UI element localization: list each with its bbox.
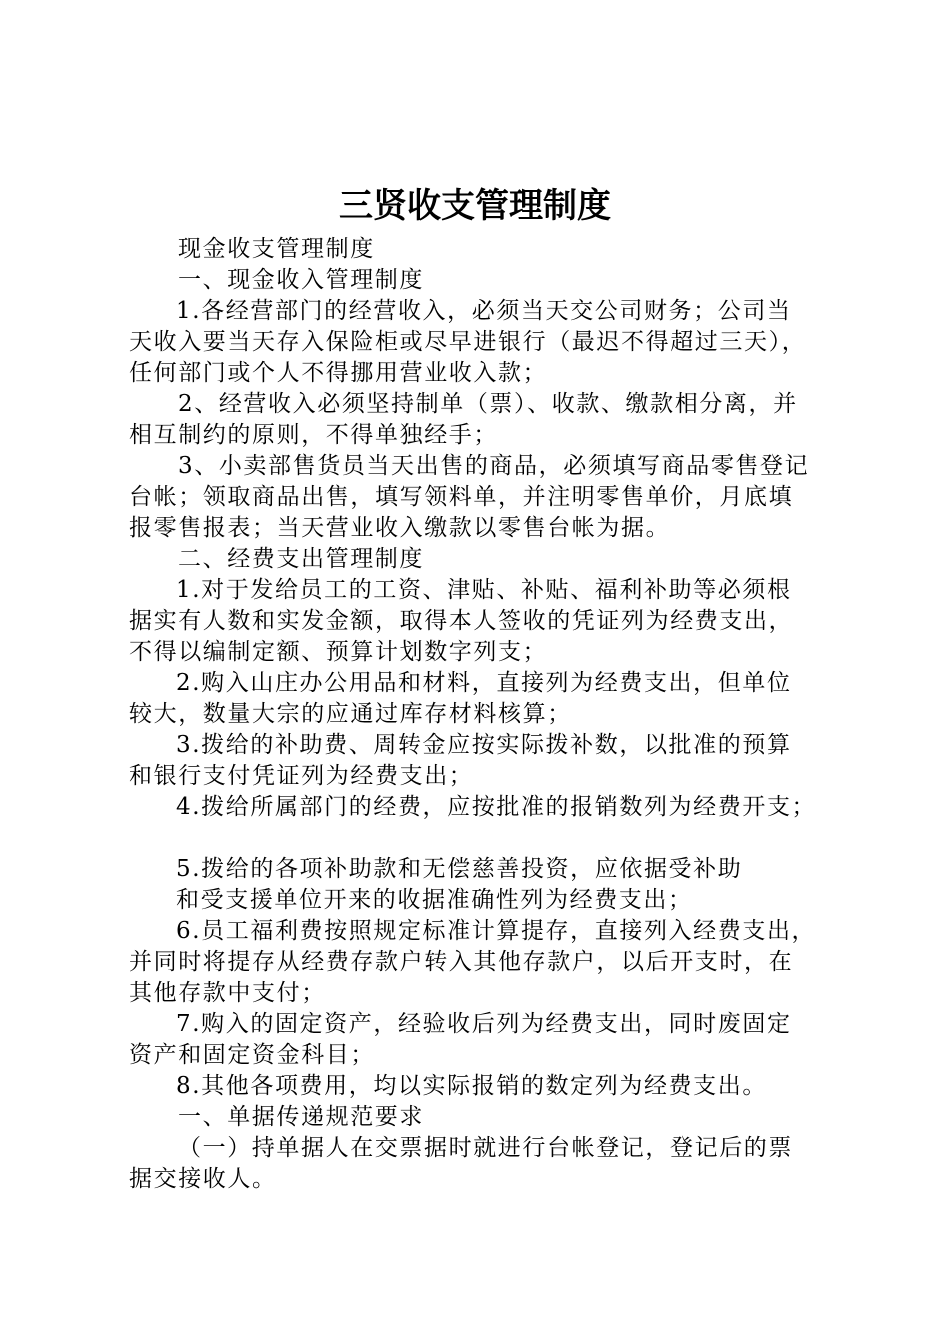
- paragraph-line: 和银行支付凭证列为经费支出；: [129, 763, 474, 789]
- paragraph-line: 3.拨给的补助费、周转金应按实际拨补数，以批准的预算: [176, 732, 792, 758]
- document-title: 三贤收支管理制度: [339, 186, 611, 226]
- paragraph-line: 报零售报表；当天营业收入缴款以零售台帐为据。: [129, 515, 671, 541]
- paragraph-line: 7.购入的固定资产，经验收后列为经费支出，同时废固定: [176, 1011, 792, 1037]
- paragraph-line: 4.拨给所属部门的经费，应按批准的报销数列为经费开支；: [176, 794, 817, 820]
- paragraph-line: 和受支援单位开来的收据准确性列为经费支出；: [176, 887, 693, 913]
- paragraph-line: 任何部门或个人不得挪用营业收入款；: [129, 360, 548, 386]
- paragraph-line: 据实有人数和实发金额，取得本人签收的凭证列为经费支出，: [129, 608, 794, 634]
- paragraph-line: 相互制约的原则，不得单独经手；: [129, 422, 498, 448]
- paragraph-line: 资产和固定资金科目；: [129, 1042, 375, 1068]
- paragraph-line: 6.员工福利费按照规定标准计算提存，直接列入经费支出，: [176, 918, 817, 944]
- paragraph-line: 其他存款中支付；: [129, 980, 326, 1006]
- paragraph-line: 2、经营收入必须坚持制单（票）、收款、缴款相分离，并: [178, 391, 798, 417]
- blank-line: [129, 823, 849, 854]
- paragraph-line: （一）持单据人在交票据时就进行台帐登记，登记后的票: [178, 1135, 793, 1161]
- paragraph-line: 5.拨给的各项补助款和无偿慈善投资，应依据受补助: [176, 856, 743, 882]
- paragraph-line: 较大，数量大宗的应通过库存材料核算；: [129, 701, 572, 727]
- paragraph-line: 天收入要当天存入保险柜或尽早进银行（最迟不得超过三天），: [129, 329, 807, 355]
- paragraph-line: 1.各经营部门的经营收入，必须当天交公司财务；公司当: [176, 298, 792, 324]
- paragraph-line: 据交接收人。: [129, 1166, 277, 1192]
- subsection-heading: 一、现金收入管理制度: [178, 267, 424, 293]
- paragraph-line: 3、小卖部售货员当天出售的商品，必须填写商品零售登记: [178, 453, 810, 479]
- paragraph-line: 8.其他各项费用，均以实际报销的数定列为经费支出。: [176, 1073, 767, 1099]
- paragraph-line: 2.购入山庄办公用品和材料，直接列为经费支出，但单位: [176, 670, 792, 696]
- section-heading: 现金收支管理制度: [178, 236, 375, 262]
- paragraph-line: 并同时将提存从经费存款户转入其他存款户，以后开支时，在: [129, 949, 794, 975]
- document-body: [129, 234, 849, 1195]
- paragraph-line: 1.对于发给员工的工资、津贴、补贴、福利补助等必须根: [176, 577, 792, 603]
- paragraph-line: 不得以编制定额、预算计划数字列支；: [129, 639, 548, 665]
- subsection-heading: 一、单据传递规范要求: [178, 1104, 424, 1130]
- subsection-heading: 二、经费支出管理制度: [178, 546, 424, 572]
- paragraph-line: 台帐；领取商品出售，填写领料单，并注明零售单价，月底填: [129, 484, 794, 510]
